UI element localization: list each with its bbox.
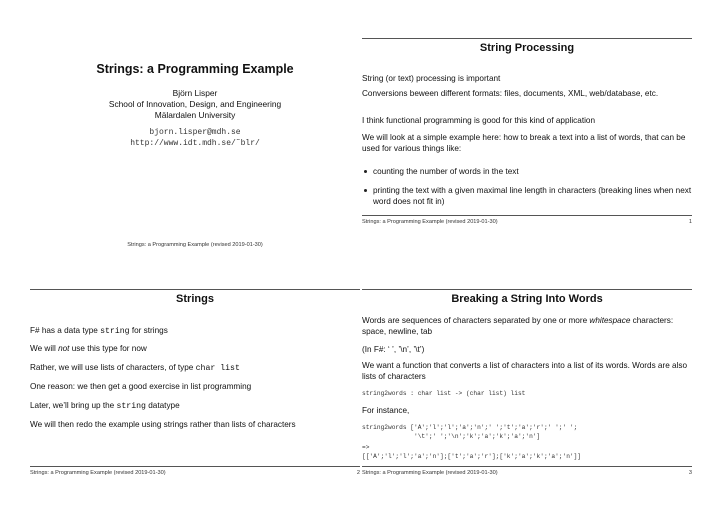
author-url: http://www.idt.mdh.se/˜blr/ <box>130 139 260 148</box>
paragraph: One reason: we then get a good exercise in list programming <box>30 382 252 391</box>
school-name: School of Innovation, Design, and Engineering <box>108 99 282 109</box>
paragraph <box>30 343 360 354</box>
author-name: Björn Lisper <box>172 88 218 98</box>
slide-title: Breaking a String Into Words <box>451 293 603 305</box>
slide-title: String Processing <box>479 42 575 54</box>
page-number: 3 <box>688 470 692 476</box>
paragraph: Conversions beween different formats: files, documents, XML, web/database, etc. <box>362 89 659 98</box>
inline-code: string <box>116 402 146 411</box>
bottom-rule <box>30 466 360 467</box>
paragraph <box>30 362 360 374</box>
text: Words are sequences of characters separated by one or more <box>362 316 590 325</box>
text: F# has a data type <box>30 326 101 335</box>
paragraph <box>362 315 692 337</box>
footer-text: Strings: a Programming Example (revised 2019-01-30) <box>362 470 498 476</box>
page-number: 2 <box>356 470 360 476</box>
type-signature: string2words : char list -> (char list) list <box>362 390 526 397</box>
emphasis: whitespace <box>589 316 631 325</box>
author-email: bjorn.lisper@mdh.se <box>149 128 241 137</box>
inline-code: string <box>100 327 130 336</box>
slide-footer <box>362 219 692 225</box>
text: datatype <box>145 401 180 410</box>
paragraph: We will look at a simple example here: how to break a text into a list of words, that can be used for various things like: <box>362 133 686 153</box>
text: characters: space, newline, tab <box>362 316 674 336</box>
text: use this type for now <box>69 344 147 353</box>
title-slide <box>30 22 360 262</box>
paragraph: We want a function that converts a list of characters into a list of its words. Words are also lists of characters <box>362 361 688 381</box>
bottom-rule <box>362 466 692 467</box>
text: Rather, we will use lists of characters, of type <box>30 363 196 372</box>
paragraph: (In F#: ‘ ’, ’\n’, ’\t’) <box>362 345 425 354</box>
inline-code: char list <box>195 364 240 373</box>
title-footer: Strings: a Programming Example (revised 2019-01-30) <box>127 242 263 248</box>
text: We will <box>30 344 59 353</box>
slide-footer <box>30 470 360 476</box>
top-rule <box>362 38 692 39</box>
emphasis: not <box>58 344 70 353</box>
text: Later, we’ll bring up the <box>30 401 117 410</box>
slide-breaking-string <box>362 273 692 513</box>
paragraph <box>30 400 360 412</box>
bullet-item: printing the text with a given maximal line length in characters (breaking lines when next word does not fit in) <box>362 185 692 207</box>
paragraph: I think functional programming is good for this kind of application <box>362 116 596 125</box>
code-line: '\t';' ';'\n';'k';'a';'k';'a';'n'] <box>362 433 541 440</box>
paragraph: String (or text) processing is important <box>362 74 501 83</box>
slide-footer <box>362 470 692 476</box>
top-rule <box>362 289 692 290</box>
code-arrow: => <box>362 444 370 451</box>
university-name: Mälardalen University <box>154 110 236 120</box>
presentation-title: Strings: a Programming Example <box>96 62 294 76</box>
footer-text: Strings: a Programming Example (revised 2019-01-30) <box>362 219 498 225</box>
page-number: 1 <box>688 219 692 225</box>
bullet-item: counting the number of words in the text <box>362 166 692 177</box>
code-result: [['A';'l';'l';'a';'n'];['t';'a';'r'];['k';'a';'k';'a';'n']] <box>362 453 582 460</box>
code-line: string2words ['A';'l';'l';'a';'n';' ';'t';'a';'r';' ';' '; <box>362 424 578 431</box>
bottom-rule <box>362 215 692 216</box>
text: for strings <box>129 326 168 335</box>
paragraph <box>30 325 360 337</box>
paragraph: For instance, <box>362 406 410 415</box>
paragraph: We will then redo the example using strings rather than lists of characters <box>30 420 296 429</box>
footer-text: Strings: a Programming Example (revised 2019-01-30) <box>30 470 166 476</box>
slide-strings <box>30 273 360 513</box>
slide-title: Strings <box>176 293 214 305</box>
slide-string-processing <box>362 22 692 262</box>
top-rule <box>30 289 360 290</box>
